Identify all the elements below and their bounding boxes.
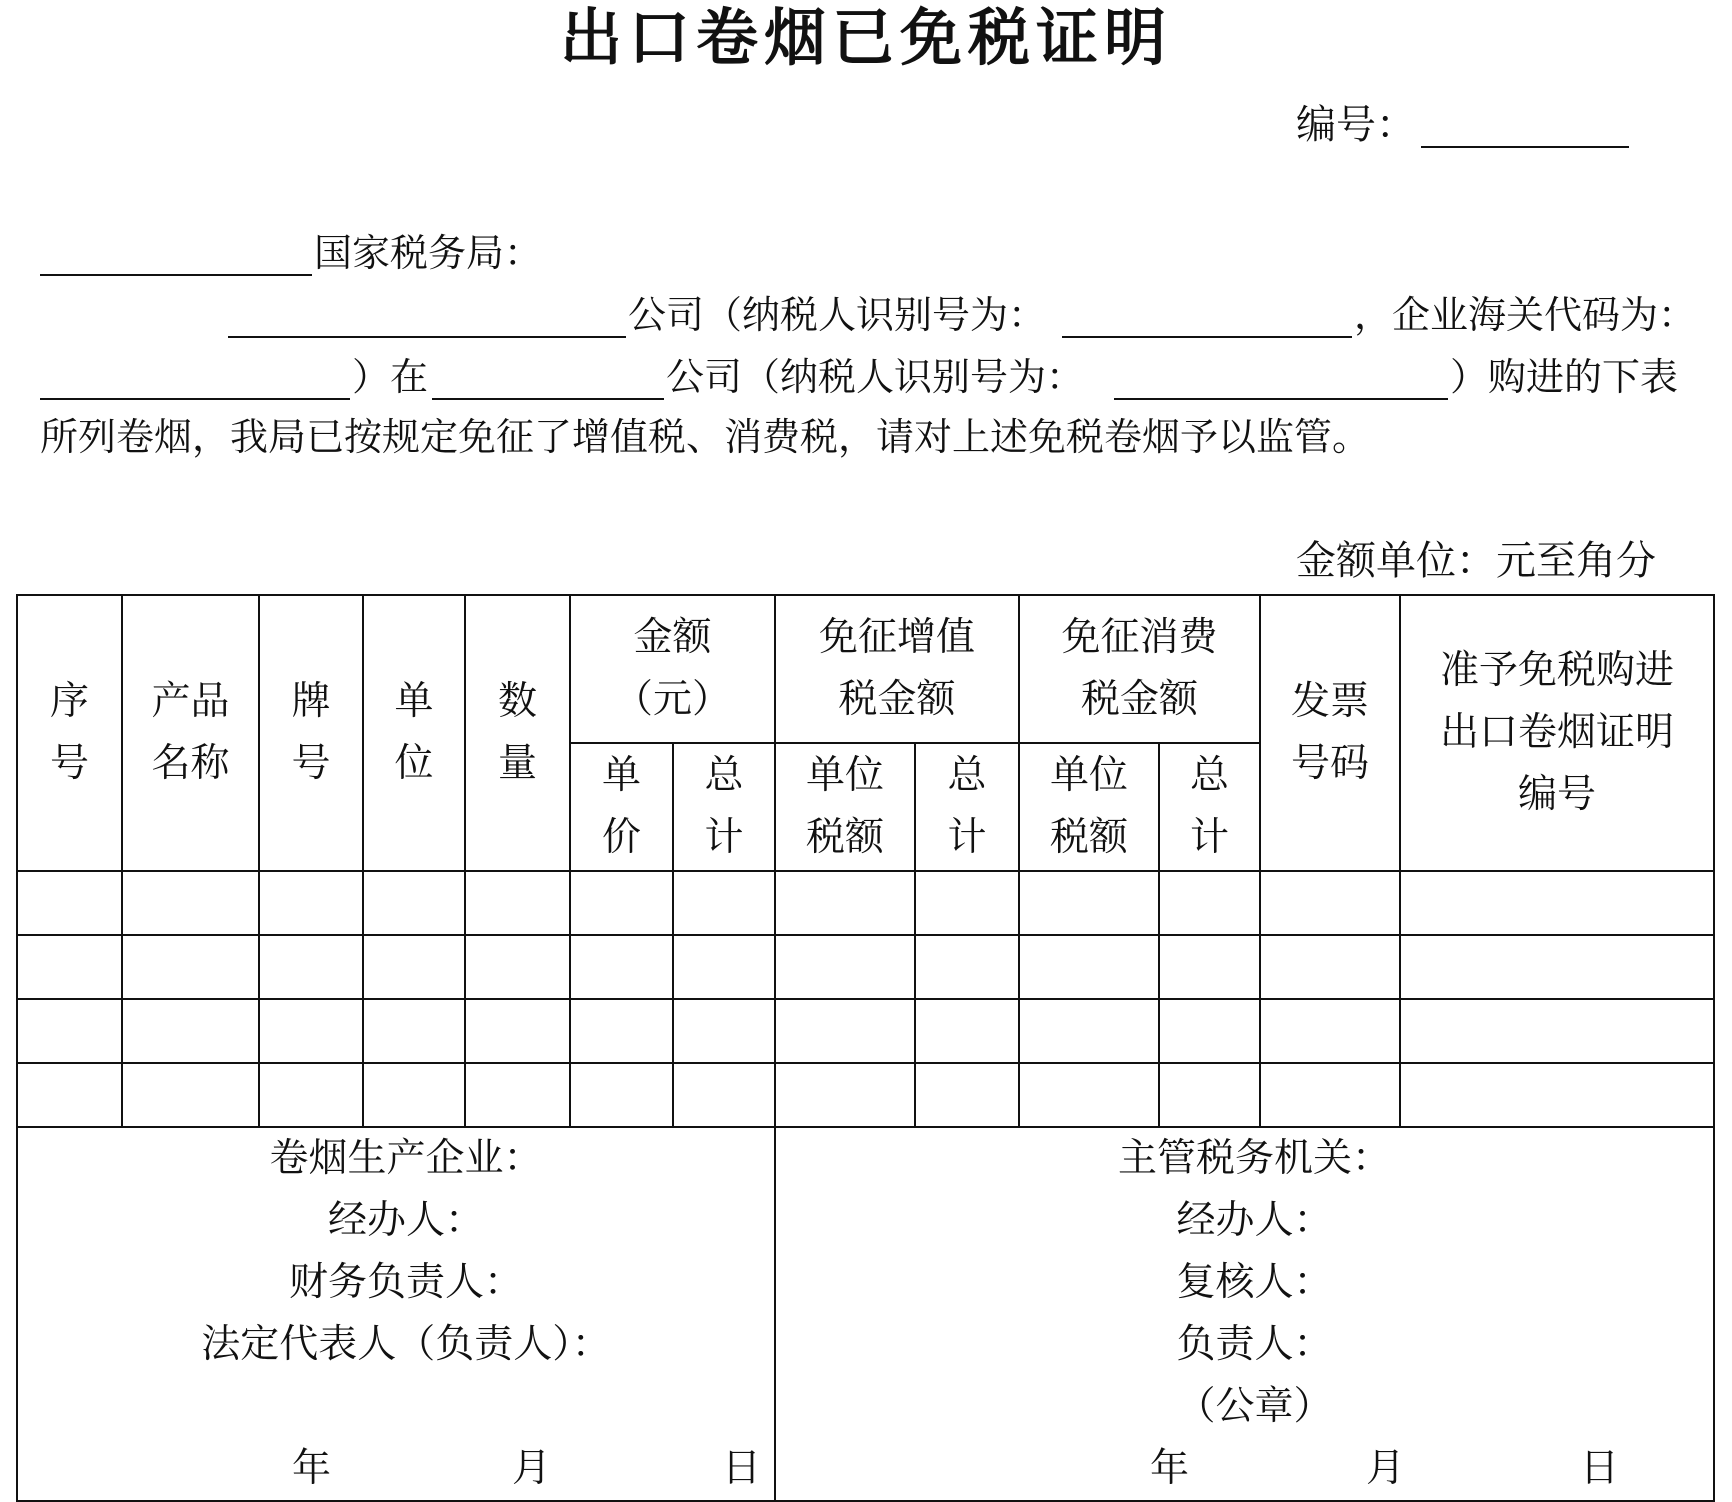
table-cell[interactable] — [775, 871, 915, 935]
table-cell[interactable] — [1019, 999, 1159, 1063]
table-cell[interactable] — [259, 871, 363, 935]
table-cell[interactable] — [122, 999, 259, 1063]
supplier-taxid-label: 公司（纳税人识别号为： — [666, 355, 1085, 399]
header-unit: 单 位 — [363, 595, 465, 871]
producer-year: 年 — [292, 1446, 332, 1491]
table-cell[interactable] — [17, 1063, 122, 1127]
table-cell[interactable] — [1019, 935, 1159, 999]
authority-year: 年 — [1150, 1446, 1190, 1491]
purchase-text: ）购进的下表 — [1450, 355, 1679, 399]
authority-sign-block — [775, 1127, 1714, 1501]
table-cell[interactable] — [1260, 935, 1400, 999]
subheader-consumption-total: 总 计 — [1159, 743, 1260, 871]
table-cell[interactable] — [1159, 1063, 1260, 1127]
table-cell[interactable] — [363, 999, 465, 1063]
company-taxid-label: 公司（纳税人识别号为： — [628, 293, 1047, 337]
table-cell[interactable] — [465, 999, 570, 1063]
header-quantity: 数 量 — [465, 595, 570, 871]
table-cell[interactable] — [122, 871, 259, 935]
exporting-company-field[interactable] — [228, 336, 626, 338]
table-cell[interactable] — [570, 1063, 673, 1127]
subheader-amount-total: 总 计 — [673, 743, 775, 871]
table-row — [17, 1063, 1714, 1127]
table-cell[interactable] — [1400, 1063, 1714, 1127]
tax-bureau-field[interactable] — [40, 274, 312, 276]
table-cell[interactable] — [673, 1063, 775, 1127]
serial-number-field[interactable] — [1421, 146, 1629, 148]
table-cell[interactable] — [1260, 999, 1400, 1063]
table-cell[interactable] — [1019, 871, 1159, 935]
subheader-vat-total: 总 计 — [915, 743, 1019, 871]
header-amount: 金额 （元） — [570, 595, 775, 743]
authority-month: 月 — [1366, 1446, 1406, 1491]
table-cell[interactable] — [915, 1063, 1019, 1127]
table-row — [17, 935, 1714, 999]
table-cell[interactable] — [259, 999, 363, 1063]
producer-blank-line — [18, 1376, 774, 1438]
table-cell[interactable] — [1159, 871, 1260, 935]
table-cell[interactable] — [1019, 1063, 1159, 1127]
producer-legal-rep-label: 法定代表人（负责人）： — [201, 1322, 611, 1367]
supplier-company-field[interactable] — [432, 398, 664, 400]
table-row — [17, 999, 1714, 1063]
authority-reviewer-label: 复核人： — [1176, 1260, 1333, 1305]
table-cell[interactable] — [363, 871, 465, 935]
producer-date-row — [18, 1438, 774, 1500]
table-cell[interactable] — [259, 1063, 363, 1127]
table-cell[interactable] — [570, 935, 673, 999]
producer-handler-label: 经办人： — [328, 1198, 485, 1243]
document-title: 出口卷烟已免税证明 — [559, 1, 1172, 74]
table-cell[interactable] — [122, 935, 259, 999]
official-seal-label: （公章） — [1176, 1384, 1333, 1429]
table-cell[interactable] — [915, 935, 1019, 999]
header-consumption-exempt: 免征消费 税金额 — [1019, 595, 1260, 743]
serial-number-label: 编号： — [1296, 102, 1416, 148]
addressee-label: 国家税务局： — [314, 231, 543, 275]
header-vat-exempt: 免征增值 税金额 — [775, 595, 1019, 743]
amount-unit-note: 金额单位：元至角分 — [1296, 538, 1656, 584]
table-cell[interactable] — [673, 999, 775, 1063]
table-cell[interactable] — [1400, 871, 1714, 935]
table-cell[interactable] — [1159, 999, 1260, 1063]
producer-finance-label: 财务负责人： — [289, 1260, 524, 1305]
producer-enterprise-label: 卷烟生产企业： — [269, 1136, 543, 1181]
table-cell[interactable] — [570, 999, 673, 1063]
table-cell[interactable] — [1400, 935, 1714, 999]
table-cell[interactable] — [17, 935, 122, 999]
table-body — [17, 871, 1714, 1127]
table-cell[interactable] — [1159, 935, 1260, 999]
table-cell[interactable] — [1260, 871, 1400, 935]
authority-handler-label: 经办人： — [1176, 1198, 1333, 1243]
authority-label: 主管税务机关： — [1118, 1136, 1392, 1181]
table-cell[interactable] — [1260, 1063, 1400, 1127]
header-brand: 牌 号 — [259, 595, 363, 871]
producer-sign-block — [17, 1127, 775, 1501]
table-cell[interactable] — [363, 935, 465, 999]
authority-date-row — [776, 1438, 1713, 1500]
tax-exempt-table — [16, 594, 1715, 1502]
table-cell[interactable] — [673, 935, 775, 999]
table-cell[interactable] — [363, 1063, 465, 1127]
authority-responsible-label: 负责人： — [1176, 1322, 1333, 1367]
authority-day: 日 — [1580, 1446, 1620, 1491]
body-last-line: 所列卷烟，我局已按规定免征了增值税、消费税，请对上述免税卷烟予以监管。 — [40, 415, 1371, 459]
header-seq: 序 号 — [17, 595, 122, 871]
table-cell[interactable] — [17, 871, 122, 935]
customs-code-label: ，企业海关代码为： — [1354, 293, 1697, 337]
table-cell[interactable] — [122, 1063, 259, 1127]
producer-day: 日 — [722, 1446, 762, 1491]
table-cell[interactable] — [17, 999, 122, 1063]
table-cell[interactable] — [673, 871, 775, 935]
header-invoice-number: 发票 号码 — [1260, 595, 1400, 871]
producer-month: 月 — [512, 1446, 552, 1491]
subheader-consumption-unit-tax: 单位 税额 — [1019, 743, 1159, 871]
header-certificate-number: 准予免税购进 出口卷烟证明 编号 — [1400, 595, 1714, 871]
table-cell[interactable] — [465, 871, 570, 935]
table-cell[interactable] — [915, 999, 1019, 1063]
in-label: ）在 — [352, 355, 429, 399]
table-cell[interactable] — [465, 935, 570, 999]
table-cell[interactable] — [775, 935, 915, 999]
taxpayer-id-field[interactable] — [1062, 336, 1352, 338]
table-cell[interactable] — [915, 871, 1019, 935]
table-cell[interactable] — [259, 935, 363, 999]
table-cell[interactable] — [775, 1063, 915, 1127]
subheader-unit-price: 单 价 — [570, 743, 673, 871]
header-product-name: 产品 名称 — [122, 595, 259, 871]
table-cell[interactable] — [1400, 999, 1714, 1063]
table-row — [17, 871, 1714, 935]
customs-code-field[interactable] — [40, 398, 350, 400]
table-cell[interactable] — [775, 999, 915, 1063]
table-cell[interactable] — [465, 1063, 570, 1127]
supplier-taxpayer-id-field[interactable] — [1114, 398, 1448, 400]
table-cell[interactable] — [570, 871, 673, 935]
subheader-vat-unit-tax: 单位 税额 — [775, 743, 915, 871]
